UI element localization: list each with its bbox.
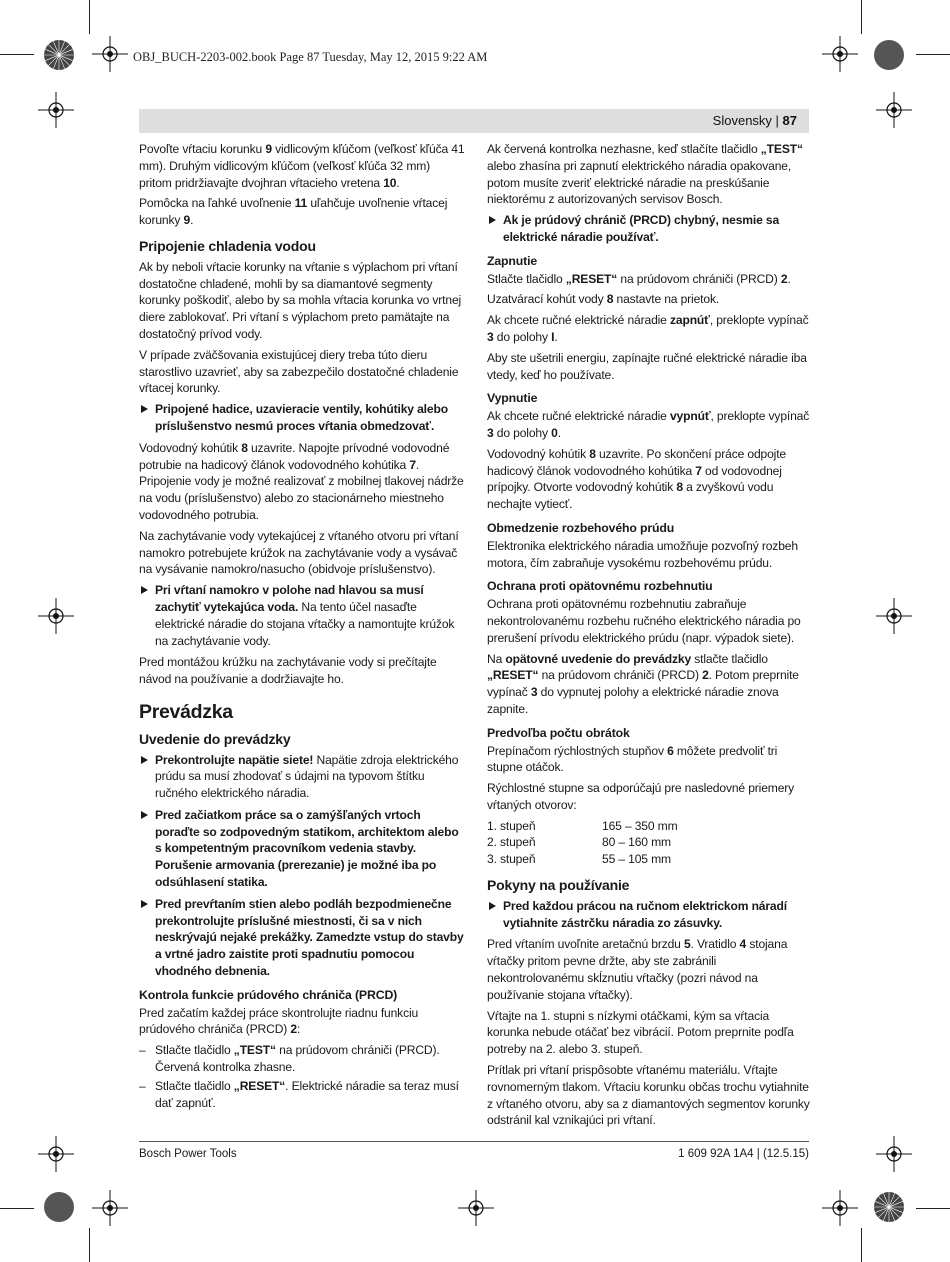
crosshair-icon	[822, 36, 858, 72]
paragraph: Vodovodný kohútik 8 uzavrite. Napojte prívodné vodovodné potrubie na hadicový článok vodovodného kohútika 7. Pripojenie vody je možné realizovať z mobilnej tlakovej nádrže na vodu (príslušenstvo) alebo zo stacionárneho miestneho vodovodného potrubia.	[139, 440, 464, 522]
bullet-triangle-icon	[489, 902, 496, 910]
warning-item: Pri vŕtaní namokro v polohe nad hlavou sa musí zachytiť vytekajúca voda. Na tento účel nasaďte elektrické náradie do stojana vŕtačky a namontujte krúžok na zachytávanie vody.	[139, 582, 465, 649]
footer-brand: Bosch Power Tools	[139, 1148, 237, 1160]
paragraph: Aby ste ušetrili energiu, zapínajte ručné elektrické náradie iba vtedy, keď ho používate.	[487, 350, 807, 382]
paragraph: Vŕtajte na 1. stupni s nízkymi otáčkami, kým sa vŕtacia korunka nebude otáčať bez vibrácií. Potom preprnite podľa potreby na 2. alebo 3. stupeň.	[487, 1008, 794, 1057]
warning-item: Prekontrolujte napätie siete! Napätie zdroja elektrického prúdu sa musí zhodovať s údajmi na typovom štítku ručného elektrického náradia.	[139, 752, 465, 802]
bullet-triangle-icon	[489, 216, 496, 224]
dash-list-item: – Stlačte tlačidlo „TEST“ na prúdovom chrániči (PRCD). Červená kontrolka zhasne.	[139, 1043, 440, 1075]
warning-item: Ak je prúdový chránič (PRCD) chybný, nesmie sa elektrické náradie používať.	[487, 212, 811, 246]
crop-line	[861, 1228, 862, 1262]
page-header	[139, 109, 809, 133]
crosshair-icon	[92, 36, 128, 72]
bullet-triangle-icon	[141, 756, 148, 764]
paragraph: Ak chcete ručné elektrické náradie vypnúť, preklopte vypínač 3 do polohy 0.	[487, 409, 810, 440]
section-heading-startup: Uvedenie do prevádzky	[139, 730, 291, 747]
crop-line	[916, 1208, 950, 1209]
page-number: 87	[782, 113, 797, 128]
paragraph: Na opätovné uvedenie do prevádzky stlačte tlačidlo „RESET“ na prúdovom chrániči (PRCD) 2. Potom preprnite vypínač 3 do vypnutej polohy a elektrické náradie znova zapnite.	[487, 651, 799, 716]
page-header-text	[713, 113, 797, 128]
paragraph: Pomôcka na ľahké uvoľnenie 11 uľahčuje uvoľnenie vŕtacej korunky 9.	[139, 196, 448, 228]
subheading-restart-protection: Ochrana proti opätovnému rozbehnutiu	[487, 579, 713, 594]
header-language: Slovensky	[712, 113, 772, 128]
warning-item: Pred začiatkom práce sa o zamýšľaných vrtoch poraďte so zodpovedným statikom, architektom alebo s kompetentným pracovníkom vedenia stavby. Porušenie armovania (prerezanie) je možné iba po odsúhlasení statika.	[139, 807, 465, 891]
subheading-switch-off: Vypnutie	[487, 391, 538, 406]
bullet-triangle-icon	[141, 405, 148, 413]
subheading-switch-on: Zapnutie	[487, 253, 538, 268]
crosshair-icon	[876, 1136, 912, 1172]
paragraph: Elektronika elektrického náradia umožňuje pozvoľný rozbeh motora, čím zabraňuje vysokému rozbehovému prúdu.	[487, 538, 798, 570]
crop-line	[89, 0, 90, 34]
paragraph: Ak by neboli vŕtacie korunky na vŕtanie s výplachom pri vŕtaní dostatočne chladené, mohli by sa diamantové segmenty korunky poškodiť, alebo by sa mohla vŕtacia korunka vo vrtnej diere zablokovať. Pri vŕtaní s výplachom preto pamätajte na dostatočný prívod vody.	[139, 259, 462, 341]
crop-line	[0, 1208, 34, 1209]
paragraph: Rýchlostné stupne sa odporúčajú pre nasledovné priemery vŕtaných otvorov:	[487, 781, 795, 812]
paragraph: Prítlak pri vŕtaní prispôsobte vŕtanému materiálu. Vŕtajte rovnomerným tlakom. Vŕtaciu korunku občas trochu vytiahnite z vŕtaného otvoru, aby sa z diamantových segmentov korunky odstránil kal vznikajúci pri vŕtaní.	[487, 1063, 810, 1128]
section-heading-usage: Pokyny na používanie	[487, 877, 630, 894]
paragraph: Na zachytávanie vody vytekajúcej z vŕtaného otvoru pri vŕtaní namokro potrebujete krúžok na zachytávanie vody a vysávač na vysávanie namokro/nasucho (obidvoje príslušenstvo).	[139, 528, 459, 577]
header-separator: |	[771, 113, 783, 128]
registration-disc-icon	[42, 1190, 76, 1224]
chapter-heading-operation: Prevádzka	[139, 700, 233, 723]
paragraph: Pred montážou krúžku na zachytávanie vody si prečítajte návod na používanie a dodržiavajte ho.	[139, 655, 437, 687]
crop-line	[89, 1228, 90, 1262]
subheading-speed-preselection: Predvoľba počtu obrátok	[487, 725, 630, 740]
registration-disc-icon	[872, 38, 906, 72]
crosshair-icon	[38, 1136, 74, 1172]
left-column	[139, 141, 465, 1113]
crosshair-icon	[876, 598, 912, 634]
subheading-prcd-check: Kontrola funkcie prúdového chrániča (PRCD)	[139, 987, 398, 1002]
table-row: 2. stupeň 80 – 160 mm	[487, 835, 671, 850]
speed-table	[487, 818, 678, 868]
crosshair-icon	[876, 92, 912, 128]
bullet-triangle-icon	[141, 811, 148, 819]
crop-line	[916, 54, 950, 55]
dash-list-item: – Stlačte tlačidlo „RESET“. Elektrické náradie sa teraz musí dať zapnúť.	[139, 1078, 459, 1110]
footer-docnumber: 1 609 92A 1A4 | (12.5.15)	[678, 1148, 809, 1160]
table-row: 3. stupeň 55 – 105 mm	[487, 852, 671, 867]
warning-item: Pripojené hadice, uzavieracie ventily, kohútiky alebo príslušenstvo nesmú proces vŕtania obmedzovať.	[139, 401, 465, 435]
paragraph: Uzatvárací kohút vody 8 nastavte na prietok.	[487, 292, 720, 307]
warning-item: Pred každou prácou na ručnom elektrickom náradí vytiahnite zástrčku náradia zo zásuvky.	[487, 898, 811, 932]
right-column	[487, 141, 811, 1133]
crop-line	[0, 54, 34, 55]
footer-rule	[139, 1141, 809, 1142]
section-heading-cooling: Pripojenie chladenia vodou	[139, 237, 316, 254]
table-row: 1. stupeň 165 – 350 mm	[487, 818, 678, 833]
registration-star-icon	[872, 1190, 906, 1224]
crosshair-icon	[822, 1190, 858, 1226]
bullet-triangle-icon	[141, 900, 148, 908]
paragraph: Pred začatím každej práce skontrolujte riadnu funkciu prúdového chrániča (PRCD) 2:	[139, 1005, 419, 1037]
paragraph: Ak červená kontrolka nezhasne, keď stlačíte tlačidlo „TEST“ alebo zhasína pri zapnutí elektrického náradia opakovane, potom musíte zveriť elektrické náradie na preskúšanie niektorému z autorizovaných servisov Bosch.	[487, 142, 803, 207]
paragraph: Pred vŕtaním uvoľnite aretačnú brzdu 5. Vratidlo 4 stojana vŕtačky pritom pevne držte, aby ste zabránili nekontrolovanému skĺznutiu vŕtačky (pozri návod na používanie stojana vŕtačky).	[487, 937, 788, 1002]
paragraph: Ak chcete ručné elektrické náradie zapnúť, preklopte vypínač 3 do polohy I.	[487, 313, 809, 344]
crosshair-icon	[458, 1190, 494, 1226]
paragraph: Stlačte tlačidlo „RESET“ na prúdovom chrániči (PRCD) 2.	[487, 271, 791, 286]
paragraph: Ochrana proti opätovnému rozbehnutiu zabraňuje nekontrolovanému rozbehu ručného elektrického náradia po prerušení prívodu elektrického prúdu (napr. výpadok siete).	[487, 597, 801, 645]
crosshair-icon	[38, 92, 74, 128]
paragraph: Prepínačom rýchlostných stupňov 6 môžete predvoliť tri stupne otáčok.	[487, 743, 778, 775]
paragraph: Povoľte vŕtaciu korunku 9 vidlicovým kľúčom (veľkosť kľúča 41 mm). Druhým vidlicovým kľúčom (veľkosť kľúča 32 mm) pritom pridržiavajte dvojhran vŕtacieho vretena 10.	[139, 142, 465, 190]
crop-line	[861, 0, 862, 34]
bullet-triangle-icon	[141, 586, 148, 594]
crosshair-icon	[38, 598, 74, 634]
crosshair-icon	[92, 1190, 128, 1226]
subheading-inrush-limit: Obmedzenie rozbehového prúdu	[487, 520, 675, 535]
print-slug: OBJ_BUCH-2203-002.book Page 87 Tuesday, May 12, 2015 9:22 AM	[133, 50, 488, 64]
paragraph: V prípade zväčšovania existujúcej diery treba túto dieru starostlivo uzavrieť, aby sa zabezpečilo dostatočné chladenie vŕtacej korunky.	[139, 347, 459, 396]
registration-star-icon	[42, 38, 76, 72]
paragraph: Vodovodný kohútik 8 uzavrite. Po skončení práce odpojte hadicový článok vodovodného kohútika 7 od vodovodnej prípojky. Otvorte vodovodný kohútik 8 a zvyškovú vodu nechajte vytiecť.	[487, 446, 786, 512]
warning-item: Pred prevŕtaním stien alebo podláh bezpodmienečne prekontrolujte príslušné miestnosti, či sa v nich neskrývajú nejaké prekážky. Zamedzte vstup do stavby a vrtné jadro zaistite proti spadnutiu pomocou vhodného debnenia.	[139, 896, 465, 980]
